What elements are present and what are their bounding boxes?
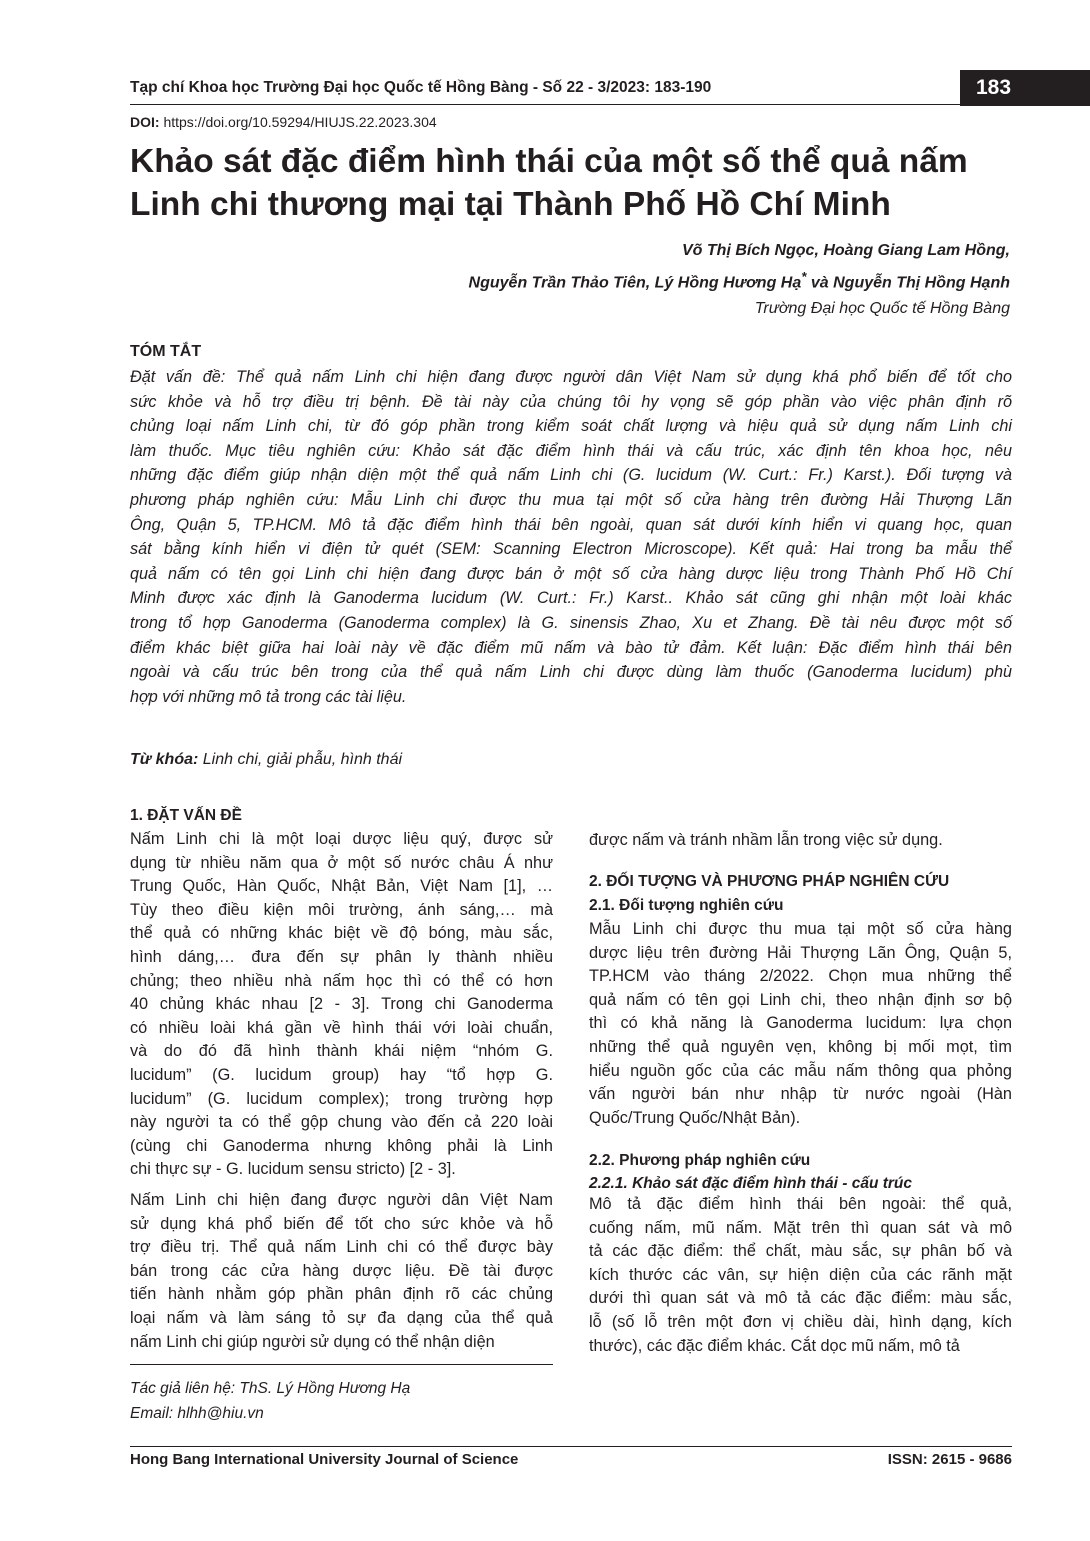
abstract-line: trong tổ hợp Ganoderma (Ganoderma complex) là G. sinensis Zhao, Xu et Zhang. Đề tài nêu được một số bbox=[130, 613, 1012, 632]
journal-header: Tạp chí Khoa học Trường Đại học Quốc tế Hồng Bàng - Số 22 - 3/2023: 183-190 bbox=[130, 79, 712, 96]
paragraph-line: 40 chủng khác nhau [2 - 3]. Trong chi Ganoderma bbox=[130, 995, 553, 1014]
section-1-paragraph-1 bbox=[130, 828, 553, 1182]
paragraph-line: hiểu nguồn gốc của các mẫu nấm thông qua phỏng bbox=[589, 1061, 1012, 1080]
abstract-body bbox=[130, 365, 1012, 709]
abstract-line: hợp với những mô tả trong các tài liệu. bbox=[130, 687, 407, 706]
doi-link[interactable]: https://doi.org/10.59294/HIUJS.22.2023.304 bbox=[159, 114, 437, 130]
corresponding-mark: * bbox=[801, 269, 807, 284]
paragraph-line: tả các đặc điểm: thể chất, màu sắc, sự phân bố và bbox=[589, 1242, 1012, 1261]
paragraph-line: trợ điều trị. Thể quả nấm Linh chi có thể được bày bbox=[130, 1238, 553, 1257]
contact-email[interactable]: Email: hlhh@hiu.vn bbox=[130, 1405, 264, 1422]
authors-line-2-start: Nguyễn Trần Thảo Tiên, Lý Hồng Hương Hạ bbox=[468, 274, 802, 292]
paragraph-line: Nấm Linh chi là một loại dược liệu quý, được sử bbox=[130, 830, 553, 848]
abstract-line: làm thuốc. Mục tiêu nghiên cứu: Khảo sát đặc điểm hình thái và cấu trúc, xác định tên khoa học, nêu bbox=[130, 441, 1012, 460]
carry-over-line bbox=[589, 829, 1012, 853]
paragraph-line: Mô tả đặc điểm hình thái bên ngoài: thể quả, bbox=[589, 1195, 1012, 1213]
section-2-2-1-heading: 2.2.1. Khảo sát đặc điểm hình thái - cấu trúc bbox=[589, 1175, 912, 1192]
article-title bbox=[130, 140, 1030, 226]
paragraph-line: có nhiều loài khá gần về hình thái với loài chuẩn, bbox=[130, 1018, 553, 1037]
affiliation: Trường Đại học Quốc tế Hồng Bàng bbox=[754, 300, 1010, 318]
paragraph-line: Quốc/Trung Quốc/Nhật Bản). bbox=[589, 1108, 801, 1127]
doi-line bbox=[130, 114, 437, 130]
abstract-line: điểm khác biệt giữa hai loài này về đặc điểm mũ nấm và bào tử đảm. Kết luận: Đặc điểm hình thái bên bbox=[130, 638, 1012, 657]
paragraph-line: (cùng chi Ganoderma nhưng không phải là Linh bbox=[130, 1136, 553, 1155]
paragraph-line: chủng; theo nhiều nhà nấm học thì có thể có hơn bbox=[130, 971, 553, 990]
paragraph-line: những thể quả nguyên vẹn, không bị mối mọt, tìm bbox=[589, 1037, 1012, 1056]
paragraph-line: cuống nấm, mũ nấm. Mặt trên thì quan sát và mô bbox=[589, 1218, 1012, 1237]
paragraph-line: Nấm Linh chi hiện đang được người dân Việt Nam bbox=[130, 1191, 553, 1209]
paragraph-line: thể quả có những khác biệt về độ bóng, màu sắc, bbox=[130, 924, 553, 943]
abstract-line: Minh được xác định là Ganoderma lucidum (W. Curt.: Fr.) Karst.. Khảo sát cũng ghi nhận một loài khác bbox=[130, 589, 1012, 608]
section-1-heading: 1. ĐẶT VẤN ĐỀ bbox=[130, 807, 242, 824]
paragraph-line: bán trong các cửa hàng dược liệu. Đề tài được bbox=[130, 1261, 553, 1280]
paragraph-line: thì có khả năng là Ganoderma lucidum: lựa chọn bbox=[589, 1014, 1012, 1033]
abstract-line: Đặt vấn đề: Thể quả nấm Linh chi hiện đang được người dân Việt Nam sử dụng khá phổ biến để tốt cho bbox=[130, 368, 1012, 386]
keywords bbox=[130, 751, 402, 769]
paragraph-line: vấn người bán như nhập từ nước ngoài (Hàn bbox=[589, 1085, 1012, 1104]
keywords-value: Linh chi, giải phẫu, hình thái bbox=[198, 751, 403, 768]
abstract-line: Ông, Quận 5, TP.HCM. Mô tả đặc điểm hình thái bên ngoài, quan sát dưới kính hiển vi quang học, quan bbox=[130, 515, 1012, 534]
abstract-line: quả nấm có tên gọi Linh chi hiện đang được bán ở một số cửa hàng dược liệu trong Thành Phố Hồ Chí bbox=[130, 564, 1012, 583]
paragraph-line: TP.HCM vào tháng 2/2022. Chọn mua những thể bbox=[589, 967, 1012, 986]
paragraph-line: dụng từ nhiều năm qua ở một số nước châu Á như bbox=[130, 853, 553, 872]
abstract-line: chủng loại nấm Linh chi, từ đó góp phần trong kiểm soát chất lượng và hiệu quả sử dụng nấm Linh chi bbox=[130, 417, 1012, 436]
paragraph-line: dưới thì quan sát và mô tả các đặc điểm: màu sắc, bbox=[589, 1289, 1012, 1308]
paragraph-line: dược liệu trên đường Hải Thượng Lãn Ông, Quận 5, bbox=[589, 943, 1012, 962]
header-divider bbox=[130, 104, 960, 105]
paragraph-line: tiến hành nhằm góp phần phân định rõ các chủng bbox=[130, 1285, 553, 1304]
paragraph-line: sử dụng khá phổ biến để tốt cho sức khỏe và hỗ bbox=[130, 1214, 553, 1233]
paragraph-line: quả nấm có tên gọi Linh chi, theo nhận định sơ bộ bbox=[589, 990, 1012, 1009]
paragraph-line: Tùy theo điều kiện môi trường, ánh sáng,… mà bbox=[130, 900, 553, 919]
abstract-line: sức khỏe và hỗ trợ điều trị bệnh. Đề tài này của chúng tôi hy vọng sẽ góp phần vào việc phân định rõ bbox=[130, 392, 1012, 411]
paragraph-line: loại nấm và làm sáng tỏ sự đa dạng của thể quả bbox=[130, 1308, 553, 1327]
section-2-2-heading: 2.2. Phương pháp nghiên cứu bbox=[589, 1152, 811, 1169]
paragraph-line: thước), các đặc điểm khác. Cắt dọc mũ nấm, mô tả bbox=[589, 1336, 960, 1355]
abstract-line: phương pháp nghiên cứu: Mẫu Linh chi được thu mua tại một số cửa hàng trên đường Hải Thượng Lãn bbox=[130, 490, 1012, 509]
paragraph-line: Trung Quốc, Hàn Quốc, Nhật Bản, Việt Nam [1], … bbox=[130, 877, 553, 896]
contact-divider bbox=[130, 1364, 553, 1365]
footer-issn: ISSN: 2615 - 9686 bbox=[887, 1451, 1012, 1468]
authors-line-2 bbox=[469, 264, 1010, 296]
footer-divider bbox=[130, 1446, 1012, 1447]
paragraph-line: và do đó đã hình thành khái niệm “nhóm G. bbox=[130, 1042, 553, 1061]
abstract-line: sát bằng kính hiển vi điện tử quét (SEM: Scanning Electron Microscope). Kết quả: Hai trong ba mẫu thể bbox=[130, 540, 1012, 559]
section-2-2-1-paragraph bbox=[589, 1193, 1012, 1358]
section-2-heading: 2. ĐỐI TƯỢNG VÀ PHƯƠNG PHÁP NGHIÊN CỨU bbox=[589, 873, 950, 890]
paragraph-line: kích thước các vân, sự hiện diện của các rãnh mặt bbox=[589, 1265, 1012, 1284]
paragraph-line: Mẫu Linh chi được thu mua tại một số cửa hàng bbox=[589, 920, 1012, 938]
paragraph-line: lucidum” (G. lucidum group) hay “tổ hợp G. bbox=[130, 1065, 553, 1084]
paragraph-line: nấm Linh chi giúp người sử dụng có thể nhận diện bbox=[130, 1332, 495, 1351]
paragraph-line: chi thực sự - G. lucidum sensu stricto) [2 - 3]. bbox=[130, 1160, 456, 1179]
paragraph-line: hình dáng,… đưa đến sự phân ly thành nhiều bbox=[130, 947, 553, 966]
abstract-heading: TÓM TẮT bbox=[130, 343, 202, 360]
contact-author: Tác giả liên hệ: ThS. Lý Hồng Hương Hạ bbox=[130, 1380, 411, 1397]
paragraph-line: lỗ (số lỗ trên một đơn vị chiều dài, hình dạng, kích bbox=[589, 1312, 1012, 1331]
doi-label: DOI: bbox=[130, 114, 160, 130]
section-1-paragraph-2 bbox=[130, 1189, 553, 1354]
title-line-2: Linh chi thương mại tại Thành Phố Hồ Chí Minh bbox=[130, 186, 891, 223]
paragraph-line: lucidum” (G. lucidum complex); trong trường hợp bbox=[130, 1089, 553, 1108]
authors-line-1: Võ Thị Bích Ngọc, Hoàng Giang Lam Hồng, bbox=[682, 242, 1010, 259]
author-block bbox=[469, 238, 1010, 322]
page-number: 183 bbox=[960, 70, 1090, 106]
keywords-label: Từ khóa: bbox=[130, 751, 199, 768]
abstract-line: ngoài và cấu trúc bên trong của thể quả nấm Linh chi được dùng làm thuốc (Ganoderma lucidum) phù bbox=[130, 663, 1012, 682]
authors-line-2-end: và Nguyễn Thị Hồng Hạnh bbox=[806, 274, 1010, 292]
abstract-line: những đặc điểm giúp nhận diện một thể quả nấm Linh chi (G. lucidum (W. Curt.: Fr.) Karst.). Đối tượng và bbox=[130, 466, 1012, 485]
footer-journal-name: Hong Bang International University Journal of Science bbox=[130, 1451, 519, 1468]
carry-over-text: được nấm và tránh nhầm lẫn trong việc sử dụng. bbox=[589, 831, 943, 849]
section-2-1-paragraph bbox=[589, 918, 1012, 1130]
paragraph-line: này người ta có thể gộp chung vào đến cả 220 loài bbox=[130, 1113, 553, 1132]
section-2-1-heading: 2.1. Đối tượng nghiên cứu bbox=[589, 897, 784, 914]
title-line-1: Khảo sát đặc điểm hình thái của một số thể quả nấm bbox=[130, 143, 968, 180]
corresponding-author bbox=[130, 1376, 410, 1426]
